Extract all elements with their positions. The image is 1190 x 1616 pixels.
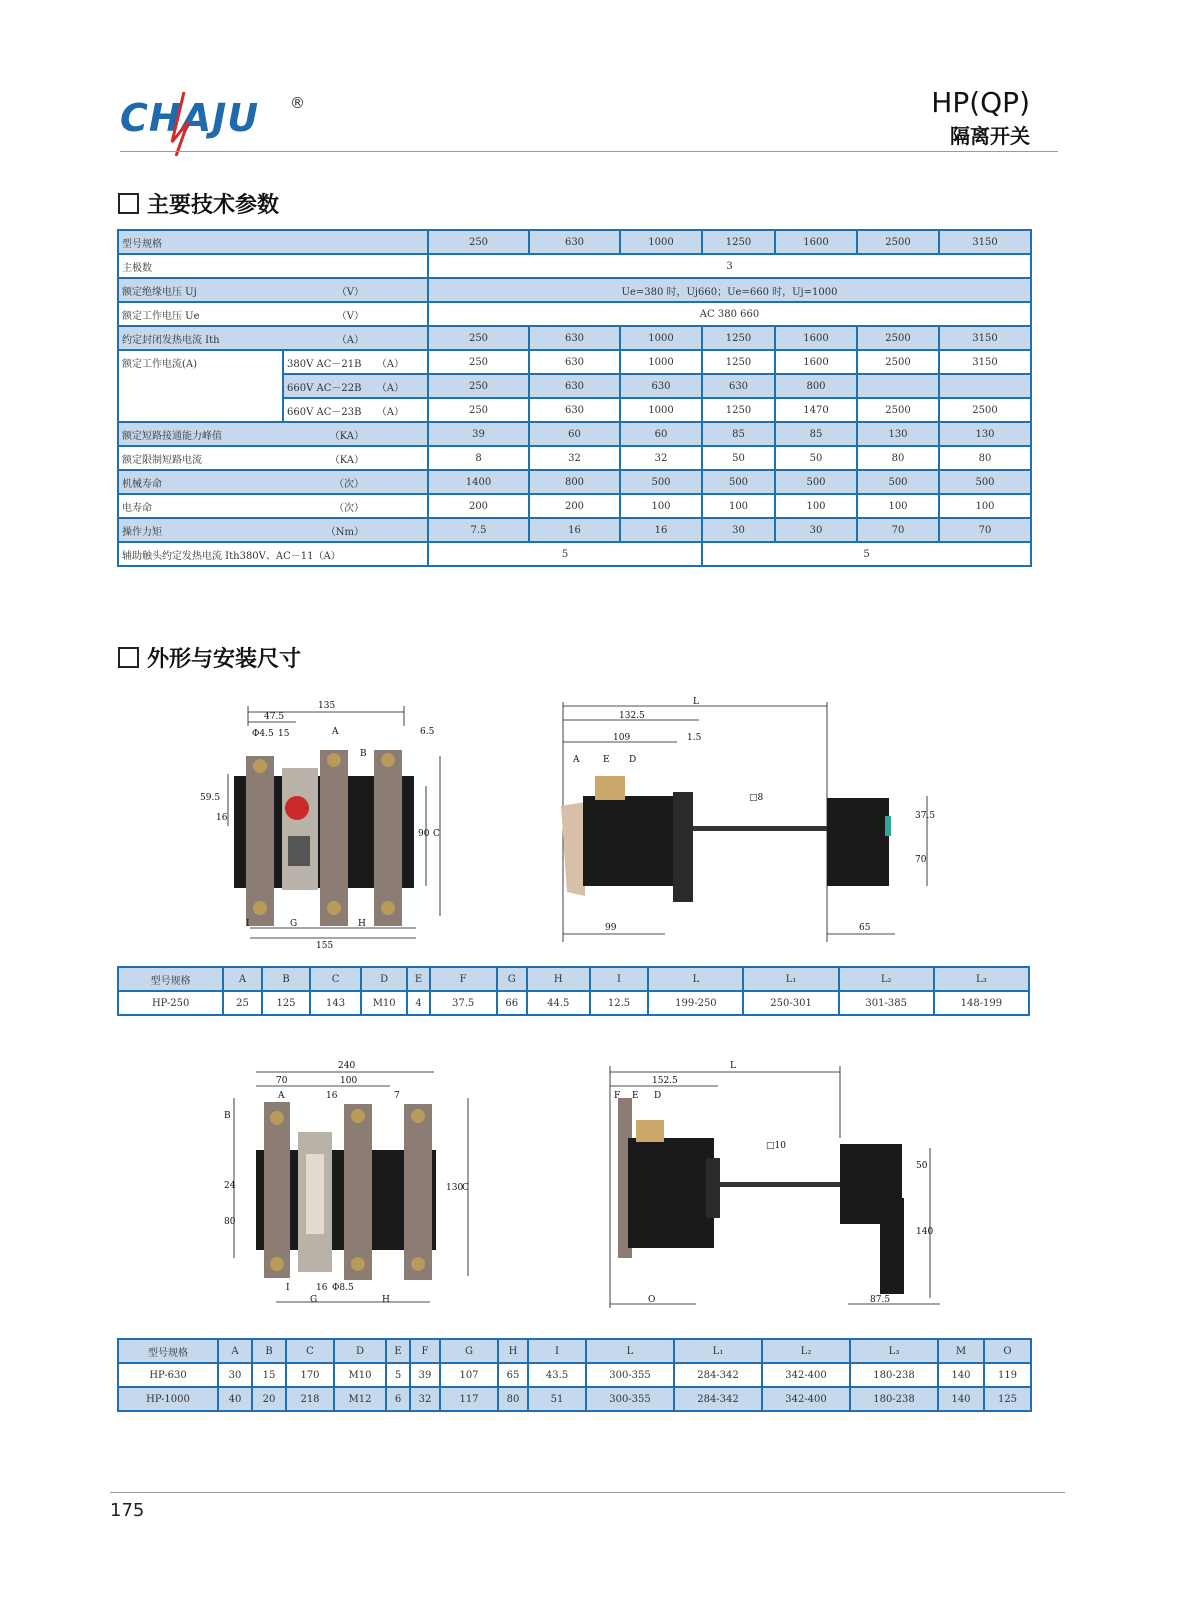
header-cell: O [984, 1339, 1031, 1363]
label-text: 额定绝缘电压 Uj [122, 286, 197, 298]
cell: 43.5 [528, 1363, 586, 1387]
value-cell: 100 [939, 494, 1031, 518]
label-text: 额定短路接通能力峰值 [122, 430, 222, 442]
model-cell: 1250 [702, 230, 775, 254]
value-cell: 7.5 [428, 518, 529, 542]
dim-label: 7 [394, 1091, 400, 1101]
unit-text: （A） [376, 406, 404, 418]
cell: M10 [361, 991, 408, 1015]
value-cell: 30 [775, 518, 857, 542]
dim-label: H [382, 1295, 390, 1305]
dim-label: 135 [318, 701, 336, 711]
sub-text: 660V AC－23B [287, 406, 362, 418]
label-text: 额定工作电压 Ue [122, 310, 200, 322]
unit-text: （A） [376, 358, 404, 370]
value-cell: 39 [428, 422, 529, 446]
cell: 284-342 [674, 1387, 762, 1411]
dim-label: E [632, 1091, 639, 1101]
value-cell: 1000 [620, 326, 702, 350]
value-cell: 250 [428, 350, 529, 374]
value-cell: 500 [939, 470, 1031, 494]
value-cell: 80 [939, 446, 1031, 470]
cell: HP-1000 [118, 1387, 218, 1411]
model-cell: 250 [428, 230, 529, 254]
section-title-tech-params [118, 188, 279, 219]
table-row [118, 518, 1031, 542]
dim-label: 6.5 [420, 727, 435, 737]
value-cell: 500 [620, 470, 702, 494]
header-cell: L₁ [674, 1339, 762, 1363]
table-row [118, 542, 1031, 566]
dim-label: 90 [418, 829, 430, 839]
unit-text: （Nm） [325, 526, 364, 538]
row-label [118, 446, 428, 470]
value-cell: 100 [620, 494, 702, 518]
cell: 143 [310, 991, 361, 1015]
dim-label: A [278, 1091, 285, 1101]
value-cell: 1250 [702, 326, 775, 350]
table-row [118, 422, 1031, 446]
row-label [118, 278, 428, 302]
row-label [118, 494, 428, 518]
value-cell: 85 [702, 422, 775, 446]
dim-label: 130 [446, 1183, 464, 1193]
label-text: 电寿命 [122, 502, 152, 514]
row-label: 额定工作电流(A) [118, 350, 283, 422]
cell: 300-355 [586, 1387, 674, 1411]
value-cell: 32 [620, 446, 702, 470]
header-cell: B [252, 1339, 286, 1363]
sub-text: 660V AC－22B [287, 382, 362, 394]
dim-label: 24 [224, 1181, 236, 1191]
dim-label: 1.5 [687, 733, 702, 743]
value-cell: 16 [620, 518, 702, 542]
product-name: 隔离开关 [950, 124, 1030, 148]
value-cell: 70 [857, 518, 939, 542]
dim-label: F [614, 1091, 621, 1101]
table-row [118, 326, 1031, 350]
value-cell: 630 [620, 374, 702, 398]
dim-label: D [654, 1091, 662, 1101]
model-cell: 1600 [775, 230, 857, 254]
dim-label: 47.5 [264, 712, 285, 722]
cell: 119 [984, 1363, 1031, 1387]
dim-label: 37.5 [915, 811, 936, 821]
product-code: HP(QP) [931, 86, 1030, 119]
dim-label: D [629, 755, 637, 765]
header-label: 型号规格 [118, 230, 428, 254]
value-cell: 200 [529, 494, 620, 518]
value-cell: 250 [428, 374, 529, 398]
value-cell: 85 [775, 422, 857, 446]
cell: 5 [386, 1363, 410, 1387]
value-cell: 3150 [939, 326, 1031, 350]
value-cell: 500 [702, 470, 775, 494]
header-cell: D [361, 967, 408, 991]
header-cell: M [938, 1339, 984, 1363]
table-row [118, 278, 1031, 302]
dim-label: C [433, 829, 440, 839]
cell: 117 [440, 1387, 498, 1411]
dim-label: G [290, 919, 298, 929]
cell: 20 [252, 1387, 286, 1411]
table-row [118, 1363, 1031, 1387]
value-cell: 30 [702, 518, 775, 542]
label-text: 额定限制短路电流 [122, 454, 202, 466]
cell: 12.5 [590, 991, 649, 1015]
cell: M10 [334, 1363, 386, 1387]
cell: M12 [334, 1387, 386, 1411]
dim-label: 50 [916, 1161, 928, 1171]
header-cell: I [528, 1339, 586, 1363]
footer-rule [110, 1492, 1065, 1493]
table-row [118, 991, 1029, 1015]
value-cell: 8 [428, 446, 529, 470]
header-cell: G [440, 1339, 498, 1363]
value-cell: 250 [428, 398, 529, 422]
value-cell: 50 [775, 446, 857, 470]
merged-value: 3 [428, 254, 1031, 278]
sub-label [283, 398, 428, 422]
cell: HP-630 [118, 1363, 218, 1387]
unit-text: （V） [336, 286, 364, 298]
section-title-text: 主要技术参数 [147, 193, 280, 218]
value-cell: 130 [939, 422, 1031, 446]
row-label: 主极数 [118, 254, 428, 278]
logo-accent-mark [170, 92, 190, 156]
value-cell: 80 [857, 446, 939, 470]
page-number: 175 [110, 1500, 145, 1521]
cell: 65 [498, 1363, 528, 1387]
unit-text: （A） [376, 382, 404, 394]
value-cell: 1250 [702, 398, 775, 422]
brand-logo: CHAJU [120, 96, 260, 140]
dim-label: □8 [749, 793, 764, 803]
value-cell: 800 [775, 374, 857, 398]
header-rule [120, 151, 1058, 152]
sub-text: 380V AC－21B [287, 358, 362, 370]
value-cell: 200 [428, 494, 529, 518]
dim-label: 70 [915, 855, 927, 865]
section-title-dimensions [118, 642, 301, 673]
cell: 125 [984, 1387, 1031, 1411]
cell: 51 [528, 1387, 586, 1411]
header-cell: L₂ [839, 967, 934, 991]
unit-text: （KA） [329, 430, 364, 442]
dim-label: 152.5 [652, 1076, 678, 1086]
row-label [118, 518, 428, 542]
cell: 250-301 [743, 991, 838, 1015]
cell: 140 [938, 1387, 984, 1411]
dim-label: H [358, 919, 366, 929]
hp630-side-drawing [600, 1058, 950, 1314]
header-cell: L [586, 1339, 674, 1363]
header-cell: C [310, 967, 361, 991]
dim-table-hp630-1000 [117, 1338, 1032, 1412]
header-cell: E [386, 1339, 410, 1363]
model-cell: 3150 [939, 230, 1031, 254]
value-cell: 1400 [428, 470, 529, 494]
hp250-front-drawing [190, 696, 450, 952]
cell: 37.5 [430, 991, 497, 1015]
dim-label: O [648, 1295, 656, 1305]
header-cell: L₃ [850, 1339, 938, 1363]
value-cell: 500 [775, 470, 857, 494]
dim-label: I [286, 1283, 290, 1293]
header-cell: B [262, 967, 311, 991]
table-row [118, 254, 1031, 278]
table-row [118, 494, 1031, 518]
header-cell: H [527, 967, 590, 991]
header-cell: L₂ [762, 1339, 850, 1363]
cell: 80 [498, 1387, 528, 1411]
dim-label: 240 [338, 1061, 356, 1071]
label-text: 机械寿命 [122, 478, 162, 490]
cell: 44.5 [527, 991, 590, 1015]
value-cell: 1600 [775, 326, 857, 350]
header-cell: A [223, 967, 261, 991]
sub-label [283, 374, 428, 398]
value-cell: 130 [857, 422, 939, 446]
value-cell: 1250 [702, 350, 775, 374]
dim-label: 100 [340, 1076, 358, 1086]
value-cell: 1600 [775, 350, 857, 374]
value-cell: 630 [702, 374, 775, 398]
dim-table-hp250 [117, 966, 1030, 1016]
row-label [118, 422, 428, 446]
value-cell: 2500 [857, 350, 939, 374]
cell: 199-250 [648, 991, 743, 1015]
dim-label: Φ4.5 [252, 729, 274, 739]
checkbox-square-icon [118, 647, 139, 668]
label-text: 约定封闭发热电流 Ith [122, 334, 220, 346]
unit-text: （次） [334, 478, 364, 490]
header-cell: F [430, 967, 497, 991]
cell: HP-250 [118, 991, 223, 1015]
dim-label: A [573, 755, 580, 765]
unit-text: （V） [336, 310, 364, 322]
section-title-text: 外形与安装尺寸 [147, 647, 302, 672]
table-row [118, 350, 1031, 374]
value-cell: 3150 [939, 350, 1031, 374]
dim-label: 59.5 [200, 793, 221, 803]
dim-label: E [603, 755, 610, 765]
dim-label: 80 [224, 1217, 236, 1227]
hp630-front-drawing [220, 1058, 480, 1310]
dim-label: 15 [278, 729, 290, 739]
dim-label: 65 [859, 923, 871, 933]
model-cell: 1000 [620, 230, 702, 254]
value-cell: 100 [857, 494, 939, 518]
dim-label: B [224, 1111, 231, 1121]
unit-text: （次） [334, 502, 364, 514]
cell: 39 [410, 1363, 440, 1387]
row-label [118, 302, 428, 326]
header-cell: H [498, 1339, 528, 1363]
cell: 6 [386, 1387, 410, 1411]
table-row [118, 230, 1031, 254]
merged-value: 5 [428, 542, 702, 566]
model-cell: 2500 [857, 230, 939, 254]
unit-text: （KA） [329, 454, 364, 466]
cell: 25 [223, 991, 261, 1015]
row-label [118, 470, 428, 494]
table-header-row [118, 967, 1029, 991]
cell: 148-199 [934, 991, 1029, 1015]
cell: 40 [218, 1387, 252, 1411]
value-cell: 2500 [939, 398, 1031, 422]
dim-label: L [693, 697, 699, 707]
unit-text: （A） [336, 334, 364, 346]
header-cell: D [334, 1339, 386, 1363]
dim-label: 16 [216, 813, 228, 823]
dim-label: G [310, 1295, 318, 1305]
value-cell: 60 [529, 422, 620, 446]
cell: 140 [938, 1363, 984, 1387]
value-cell: 1470 [775, 398, 857, 422]
dim-label: 16 [326, 1091, 338, 1101]
cell: 301-385 [839, 991, 934, 1015]
row-label: 辅助触头约定发热电流 Ith380V、AC－11（A） [118, 542, 428, 566]
table-row [118, 470, 1031, 494]
table-row [118, 302, 1031, 326]
value-cell: 1000 [620, 398, 702, 422]
header-cell: A [218, 1339, 252, 1363]
cell: 15 [252, 1363, 286, 1387]
dim-label: 140 [916, 1227, 934, 1237]
dim-label: C [462, 1183, 469, 1193]
sub-label [283, 350, 428, 374]
header-cell: G [497, 967, 527, 991]
hp250-side-drawing [555, 696, 950, 946]
spec-table [117, 229, 1032, 567]
dim-label: 155 [316, 941, 334, 951]
cell: 107 [440, 1363, 498, 1387]
dim-label: B [360, 749, 367, 759]
header-cell: C [286, 1339, 334, 1363]
cell: 284-342 [674, 1363, 762, 1387]
header-cell: F [410, 1339, 440, 1363]
header-cell: L₃ [934, 967, 1029, 991]
value-cell: 630 [529, 374, 620, 398]
table-header-row [118, 1339, 1031, 1363]
cell: 4 [407, 991, 429, 1015]
cell: 30 [218, 1363, 252, 1387]
model-cell: 630 [529, 230, 620, 254]
cell: 218 [286, 1387, 334, 1411]
dim-label: Φ8.5 [332, 1283, 354, 1293]
value-cell: 250 [428, 326, 529, 350]
value-cell: 50 [702, 446, 775, 470]
value-cell: 800 [529, 470, 620, 494]
checkbox-square-icon [118, 193, 139, 214]
merged-value: Ue=380 时，Uj660；Ue=660 时，Uj=1000 [428, 278, 1031, 302]
dim-label: L [730, 1061, 736, 1071]
dim-label: 16 [316, 1283, 328, 1293]
value-cell: 1000 [620, 350, 702, 374]
value-cell: 2500 [857, 326, 939, 350]
value-cell: 630 [529, 398, 620, 422]
cell: 342-400 [762, 1363, 850, 1387]
cell: 66 [497, 991, 527, 1015]
table-row [118, 446, 1031, 470]
merged-value: AC 380 660 [428, 302, 1031, 326]
header-cell: 型号规格 [118, 967, 223, 991]
cell: 300-355 [586, 1363, 674, 1387]
dim-label: A [332, 727, 339, 737]
header-cell: L [648, 967, 743, 991]
value-cell [939, 374, 1031, 398]
dim-label: □10 [766, 1141, 786, 1151]
value-cell: 16 [529, 518, 620, 542]
cell: 180-238 [850, 1387, 938, 1411]
table-row [118, 1387, 1031, 1411]
dim-label: 99 [605, 923, 617, 933]
dim-label: 70 [276, 1076, 288, 1086]
label-text: 操作力矩 [122, 526, 162, 538]
value-cell: 60 [620, 422, 702, 446]
header-cell: 型号规格 [118, 1339, 218, 1363]
value-cell: 100 [702, 494, 775, 518]
value-cell: 70 [939, 518, 1031, 542]
cell: 342-400 [762, 1387, 850, 1411]
value-cell: 630 [529, 326, 620, 350]
value-cell: 500 [857, 470, 939, 494]
merged-value: 5 [702, 542, 1031, 566]
value-cell: 100 [775, 494, 857, 518]
value-cell: 2500 [857, 398, 939, 422]
registered-mark: ® [290, 94, 305, 112]
value-cell: 630 [529, 350, 620, 374]
header-cell: I [590, 967, 649, 991]
header-cell: E [407, 967, 429, 991]
value-cell: 32 [529, 446, 620, 470]
value-cell [857, 374, 939, 398]
cell: 125 [262, 991, 311, 1015]
cell: 180-238 [850, 1363, 938, 1387]
header-cell: L₁ [743, 967, 838, 991]
row-label [118, 326, 428, 350]
dim-label: 109 [613, 733, 631, 743]
cell: 32 [410, 1387, 440, 1411]
dim-label: 87.5 [870, 1295, 891, 1305]
cell: 170 [286, 1363, 334, 1387]
dim-label: I [246, 919, 250, 929]
dim-label: 132.5 [619, 711, 645, 721]
